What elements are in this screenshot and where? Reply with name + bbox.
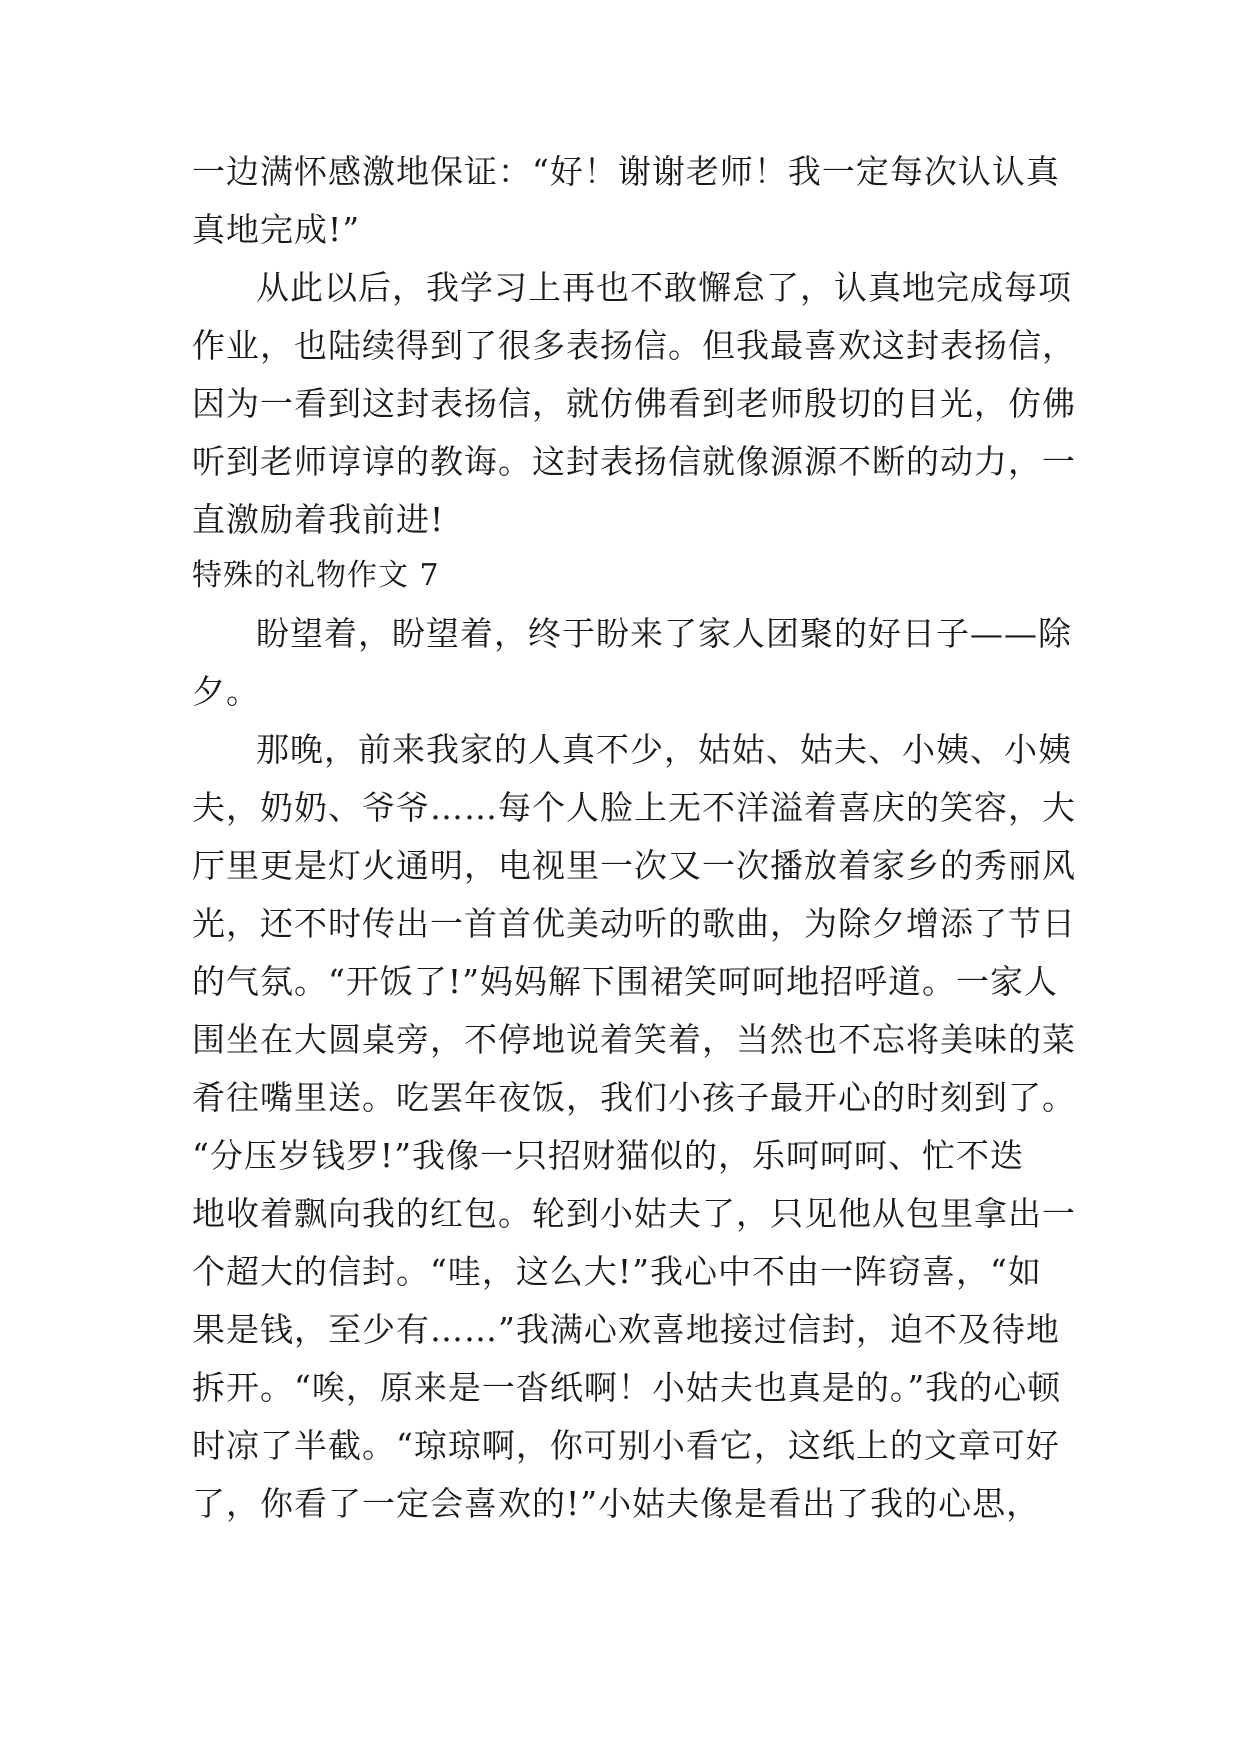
text-line: 一边满怀感激地保证：“好！谢谢老师！我一定每次认认真 xyxy=(192,152,1060,191)
text-line: 围坐在大圆桌旁，不停地说着笑着，当然也不忘将美味的菜 xyxy=(192,1020,1076,1059)
text-line: 夫，奶奶、爷爷……每个人脸上无不洋溢着喜庆的笑容，大 xyxy=(192,788,1076,827)
text-line: “分压岁钱罗!”我像一只招财猫似的，乐呵呵呵、忙不迭 xyxy=(192,1136,1025,1175)
text-line: 果是钱，至少有……”我满心欢喜地接过信封，迫不及待地 xyxy=(192,1310,1060,1349)
text-line: 直激励着我前进! xyxy=(192,500,445,539)
text-line: 时凉了半截。“琼琼啊，你可别小看它，这纸上的文章可好 xyxy=(192,1426,1060,1465)
text-line: 了，你看了一定会喜欢的!”小姑夫像是看出了我的心思， xyxy=(192,1484,1041,1523)
text-line: 作业，也陆续得到了很多表扬信。但我最喜欢这封表扬信， xyxy=(192,326,1076,365)
text-line: 的气氛。“开饭了!”妈妈解下围裙笑呵呵地招呼道。一家人 xyxy=(192,962,1059,1001)
text-line: 听到老师谆谆的教诲。这封表扬信就像源源不断的动力，一 xyxy=(192,442,1076,481)
text-line: 光，还不时传出一首首优美动听的歌曲，为除夕增添了节日 xyxy=(192,904,1076,943)
section-heading: 特殊的礼物作文 7 xyxy=(192,558,440,593)
paragraph-start-line: 盼望着，盼望着，终于盼来了家人团聚的好日子——除 xyxy=(256,614,1072,653)
paragraph-start-line: 从此以后，我学习上再也不敢懈怠了，认真地完成每项 xyxy=(256,268,1072,307)
text-line: 拆开。“唉，原来是一沓纸啊！小姑夫也真是的。”我的心顿 xyxy=(192,1368,1062,1407)
text-line: 个超大的信封。“哇，这么大!”我心中不由一阵窃喜，“如 xyxy=(192,1252,1042,1291)
text-line: 因为一看到这封表扬信，就仿佛看到老师殷切的目光，仿佛 xyxy=(192,384,1076,423)
text-line: 真地完成!” xyxy=(192,210,361,249)
text-line: 肴往嘴里送。吃罢年夜饭，我们小孩子最开心的时刻到了。 xyxy=(192,1078,1076,1117)
text-line: 地收着飘向我的红包。轮到小姑夫了，只见他从包里拿出一 xyxy=(192,1194,1076,1233)
paragraph-start-line: 那晚，前来我家的人真不少，姑姑、姑夫、小姨、小姨 xyxy=(256,730,1072,769)
text-line: 厅里更是灯火通明，电视里一次又一次播放着家乡的秀丽风 xyxy=(192,846,1076,885)
text-line: 夕。 xyxy=(192,672,260,711)
